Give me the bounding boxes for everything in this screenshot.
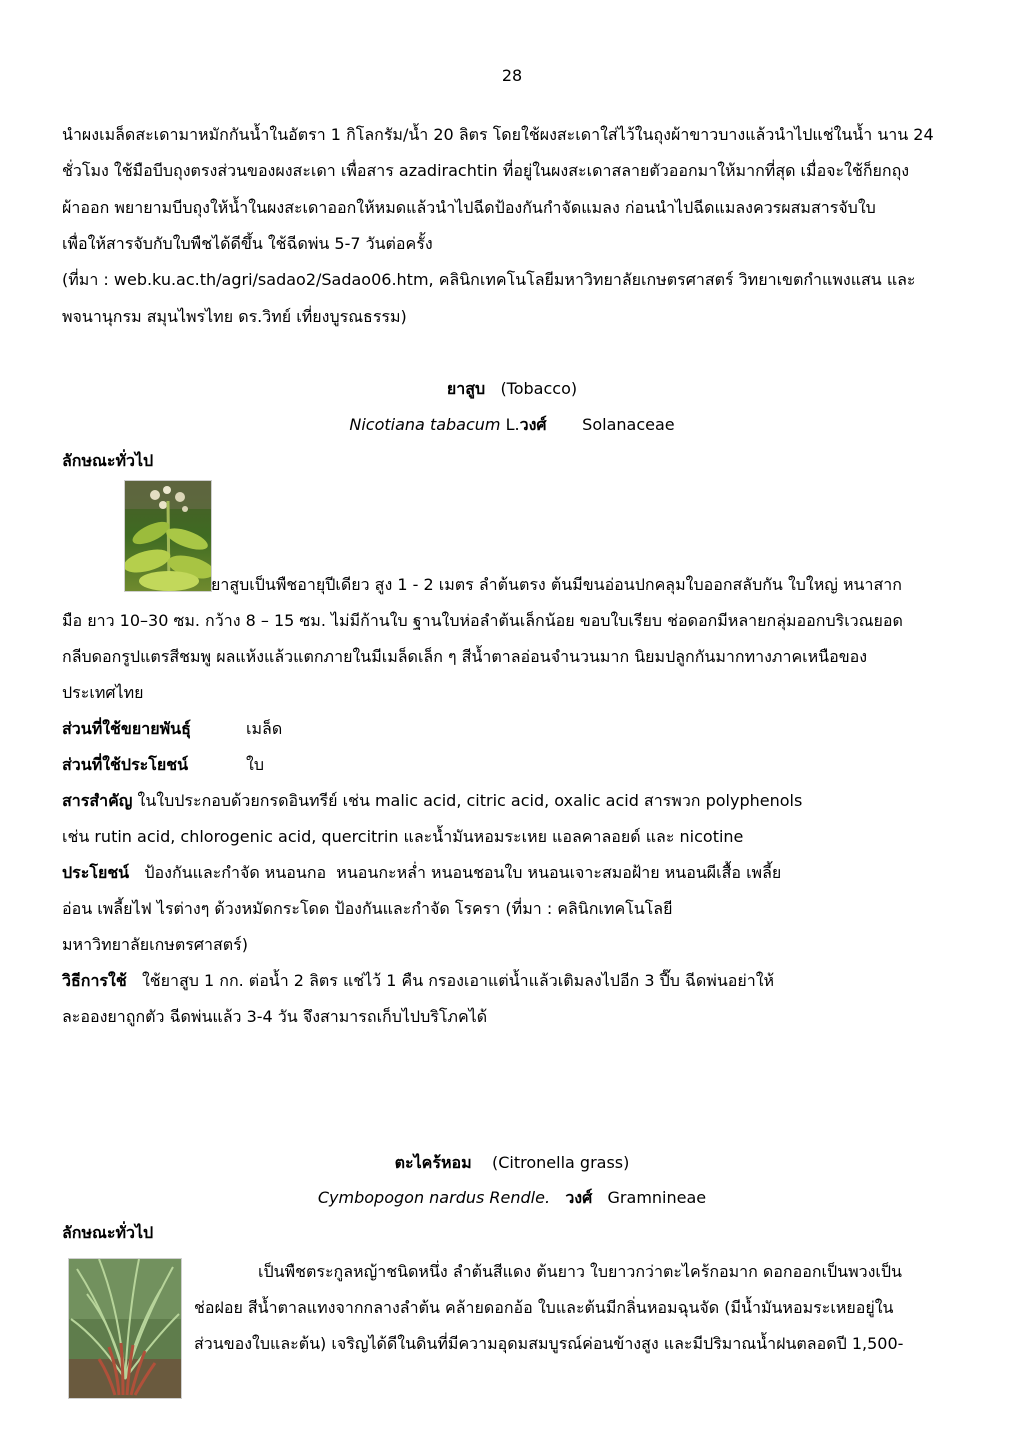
tobacco-description-line-4: ประเทศไทย [62, 683, 144, 702]
citronella-description-line-1: เป็นพืชตระกูลหญ้าชนิดหนึ่ง ลำต้นสีแดง ต้นยาว ใบยาวกว่าตะไคร้กอมาก ดอกออกเป็นพวงเป็น [258, 1262, 902, 1281]
tobacco-propagation-label: ส่วนที่ใช้ขยายพันธุ์ [62, 719, 191, 738]
citronella-description-line-3: ส่วนของใบและต้น) เจริญได้ดีในดินที่มีความอุดมสมบูรณ์ค่อนข้างสูง และมีปริมาณน้ำฝนตลอดปี 1,500- [194, 1334, 904, 1353]
page-number: 28 [501, 66, 523, 85]
tobacco-benefit-text-1: ป้องกันและกำจัด หนอนกอ หนอนกะหล่ำ หนอนชอนใบ หนอนเจาะสมอฝ้าย หนอนผีเสื้อ เพลี้ย [129, 863, 782, 882]
intro-line-4: เพื่อให้สารจับกับใบพืชได้ดีขึ้น ใช้ฉีดพ่น 5-7 วันต่อครั้ง [62, 234, 433, 253]
citronella-general-heading: ลักษณะทั่วไป [62, 1223, 154, 1242]
intro-line-2: ชั่วโมง ใช้มือบีบถุงตรงส่วนของผงสะเดา เพื่อสาร azadirachtin ที่อยู่ในผงสะเดาสลายตัวออกมาให้มากที่สุด เมื่อจะใช้ก็ยกถุง [62, 161, 910, 180]
tobacco-plant-photo [124, 480, 212, 592]
intro-line-1: นำผงเมล็ดสะเดามาหมักกันน้ำในอัตรา 1 กิโลกรัม/น้ำ 20 ลิตร โดยใช้ผงสะเดาใส่ไว้ในถุงผ้าขาวบางแล้วนำไปแช่ในน้ำ นาน 24 [62, 125, 934, 144]
intro-line-3: ผ้าออก พยายามบีบถุงให้น้ำในผงสะเดาออกให้หมดแล้วนำไปฉีดป้องกันกำจัดแมลง ก่อนนำไปฉีดแมลงควรผสมสารจับใบ [62, 198, 876, 217]
citronella-thai-name: ตะไคร้หอม [394, 1153, 472, 1172]
citronella-title [0, 1152, 1024, 1174]
citronella-scientific-name: Cymbopogon nardus Rendle. [317, 1188, 551, 1207]
tobacco-english-name: (Tobacco) [500, 379, 578, 398]
tobacco-thai-name: ยาสูบ [446, 379, 486, 398]
tobacco-benefit-line-1 [62, 862, 781, 884]
tobacco-family: Solanaceae [582, 415, 675, 434]
tobacco-author: L. [505, 415, 520, 434]
tobacco-method-line-2: ละอองยาถูกตัว ฉีดพ่นแล้ว 3-4 วัน จึงสามารถเก็บไปบริโภคได้ [62, 1007, 488, 1026]
tobacco-compounds-label: สารสำคัญ [62, 791, 133, 810]
citronella-grass-icon [69, 1259, 181, 1398]
tobacco-scientific-name: Nicotiana tabacum [349, 415, 501, 434]
tobacco-scientific-line [0, 414, 1024, 436]
tobacco-method-text-1: ใช้ยาสูบ 1 กก. ต่อน้ำ 2 ลิตร แช่ไว้ 1 คืน กรองเอาแต่น้ำแล้วเติมลงไปอีก 3 ปี๊บ ฉีดพ่นอย่าให้ [126, 971, 775, 990]
tobacco-general-heading: ลักษณะทั่วไป [62, 451, 154, 470]
tobacco-plant-icon [125, 481, 211, 591]
tobacco-method-label: วิธีการใช้ [62, 971, 127, 990]
tobacco-compounds-text-1: ในใบประกอบด้วยกรดอินทรีย์ เช่น malic acid, citric acid, oxalic acid สารพวก polyphenols [132, 791, 803, 810]
tobacco-used-part-label: ส่วนที่ใช้ประโยชน์ [62, 755, 189, 774]
tobacco-compounds-line-2: เช่น rutin acid, chlorogenic acid, quercitrin และน้ำมันหอมระเหย แอลคาลอยด์ และ nicotine [62, 827, 744, 846]
citronella-description-line-2: ช่อฝอย สีน้ำตาลแทงจากกลางลำต้น คล้ายดอกอ้อ ใบและต้นมีกลิ่นหอมฉุนจัด (มีน้ำมันหอมระเหยอยู่ใน [194, 1298, 894, 1317]
tobacco-benefit-label: ประโยชน์ [62, 863, 130, 882]
citronella-family: Gramnineae [607, 1188, 707, 1207]
citronella-grass-photo [68, 1258, 182, 1399]
intro-source-line-1: (ที่มา : web.ku.ac.th/agri/sadao2/Sadao06.htm, คลินิกเทคโนโลยีมหาวิทยาลัยเกษตรศาสตร์ วิทยาเขตกำแพงแสน และ [62, 270, 916, 289]
tobacco-compounds-line-1 [62, 790, 802, 812]
tobacco-method-line-1 [62, 970, 774, 992]
tobacco-used-part-value: ใบ [246, 755, 264, 774]
tobacco-description-line-3: กลีบดอกรูปแตรสีชมพู ผลแห้งแล้วแตกภายในมีเมล็ดเล็ก ๆ สีน้ำตาลอ่อนจำนวนมาก นิยมปลูกกันมากทางภาคเหนือของ [62, 647, 868, 666]
tobacco-benefit-line-3: มหาวิทยาลัยเกษตรศาสตร์) [62, 935, 248, 954]
tobacco-benefit-line-2: อ่อน เพลี้ยไฟ ไรต่างๆ ด้วงหมัดกระโดด ป้องกันและกำจัด โรครา (ที่มา : คลินิกเทคโนโลยี [62, 899, 673, 918]
tobacco-propagation-value: เมล็ด [246, 719, 283, 738]
citronella-scientific-line [0, 1187, 1024, 1209]
citronella-family-label: วงศ์ [565, 1188, 593, 1207]
citronella-english-name: (Citronella grass) [492, 1153, 630, 1172]
tobacco-description-line-1: ยาสูบเป็นพืชอายุปีเดียว สูง 1 - 2 เมตร ลำต้นตรง ต้นมีขนอ่อนปกคลุมใบออกสลับกัน ใบใหญ่ หนาสาก [211, 575, 902, 594]
tobacco-family-label: วงศ์ [519, 415, 547, 434]
intro-source-line-2: พจนานุกรม สมุนไพรไทย ดร.วิทย์ เที่ยงบูรณธรรม) [62, 307, 407, 326]
tobacco-description-line-2: มือ ยาว 10–30 ซม. กว้าง 8 – 15 ซม. ไม่มีก้านใบ ฐานใบห่อลำต้นเล็กน้อย ขอบใบเรียบ ช่อดอกมีหลายกลุ่มออกบริเวณยอด [62, 611, 903, 630]
tobacco-title [0, 378, 1024, 400]
